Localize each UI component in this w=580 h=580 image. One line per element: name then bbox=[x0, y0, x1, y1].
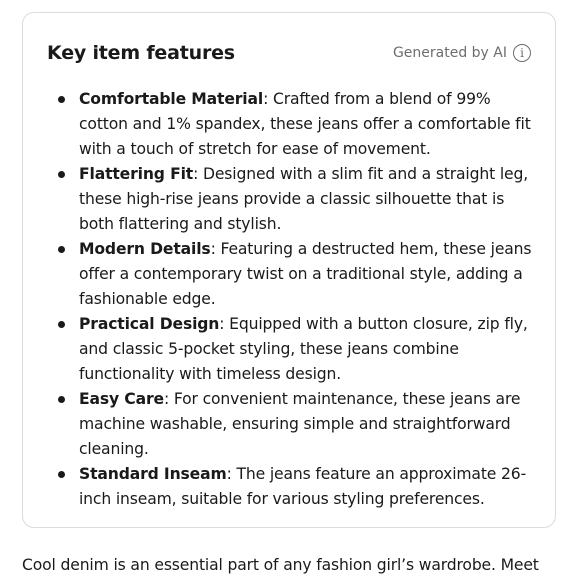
feature-item bbox=[79, 237, 539, 312]
bullet-icon bbox=[58, 246, 65, 253]
feature-name: Flattering Fit bbox=[79, 165, 194, 183]
key-features-card bbox=[22, 12, 556, 528]
info-icon[interactable]: i bbox=[513, 44, 531, 62]
ai-label-text: Generated by AI bbox=[392, 45, 507, 61]
feature-description: : The jeans feature an approximate 26-inch inseam, suitable for various styling preferences. bbox=[79, 465, 527, 508]
bullet-icon bbox=[58, 171, 65, 178]
feature-name: Comfortable Material bbox=[79, 90, 264, 108]
bullet-icon bbox=[58, 321, 65, 328]
feature-item bbox=[79, 312, 539, 387]
feature-description: : Featuring a destructed hem, these jeans offer a contemporary twist on a traditional style, adding a fashionable edge. bbox=[79, 240, 532, 308]
ai-generated-label bbox=[393, 44, 531, 62]
bullet-icon bbox=[58, 96, 65, 103]
feature-name: Standard Inseam bbox=[79, 465, 227, 483]
bullet-icon bbox=[58, 471, 65, 478]
feature-name: Modern Details bbox=[79, 240, 211, 258]
card-header bbox=[47, 39, 531, 67]
card-title: Key item features bbox=[47, 42, 235, 64]
feature-name: Practical Design bbox=[79, 315, 220, 333]
feature-description: : Crafted from a blend of 99% cotton and 1% spandex, these jeans offer a comfortable fit with a touch of stretch for ease of movement. bbox=[79, 90, 531, 158]
feature-name: Easy Care bbox=[79, 390, 164, 408]
feature-list bbox=[79, 87, 539, 512]
feature-item bbox=[79, 462, 539, 512]
description-paragraph: Cool denim is an essential part of any fashion girl’s wardrobe. Meet bbox=[22, 556, 539, 574]
bullet-icon bbox=[58, 396, 65, 403]
feature-description: : For convenient maintenance, these jeans are machine washable, ensuring simple and straightforward cleaning. bbox=[79, 390, 521, 458]
feature-item bbox=[79, 162, 539, 237]
feature-item bbox=[79, 387, 539, 462]
feature-description: : Designed with a slim fit and a straight leg, these high-rise jeans provide a classic silhouette that is both flattering and stylish. bbox=[79, 165, 529, 233]
feature-item bbox=[79, 87, 539, 162]
feature-description: : Equipped with a button closure, zip fly, and classic 5-pocket styling, these jeans combine functionality with timeless design. bbox=[79, 315, 528, 383]
